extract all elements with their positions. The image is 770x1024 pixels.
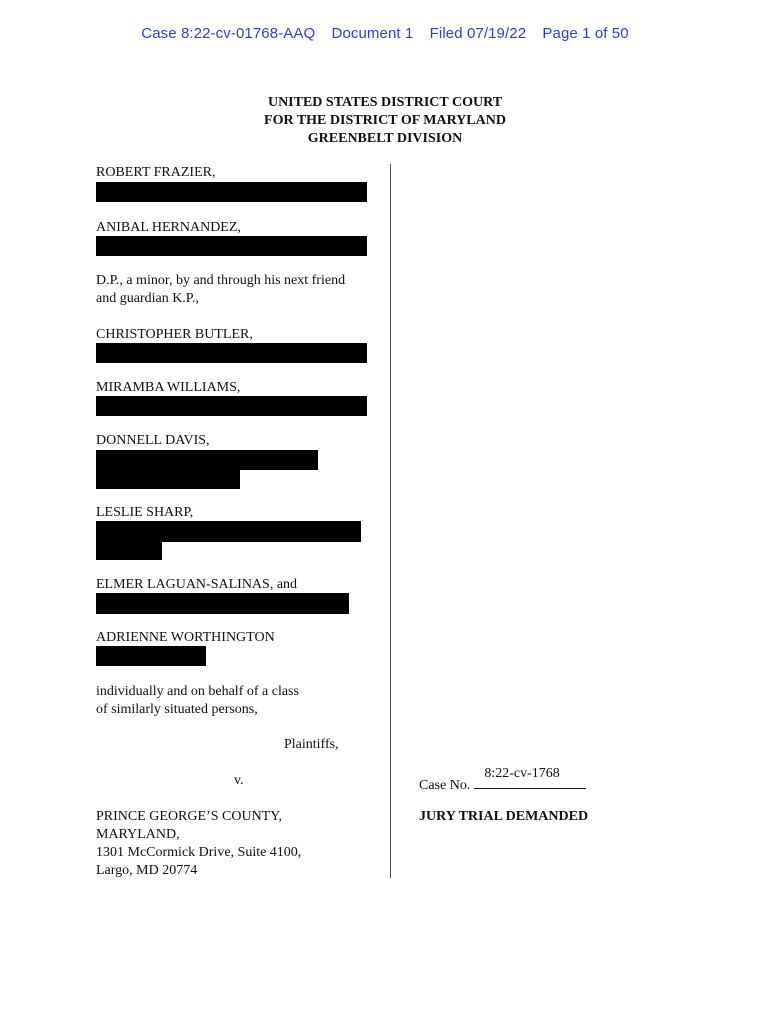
court-caption (0, 94, 770, 148)
redaction-block (96, 396, 367, 416)
redaction-block (96, 343, 367, 363)
filed-date: Filed 07/19/22 (429, 25, 527, 42)
redaction-block (96, 236, 367, 256)
plaintiff-name: ANIBAL HERNANDEZ, (96, 220, 241, 235)
plaintiffs-label: Plaintiffs, (284, 737, 339, 752)
plaintiff-name: ROBERT FRAZIER, (96, 165, 216, 180)
case-id: Case 8:22-cv-01768-AAQ (141, 25, 316, 42)
class-statement: individually and on behalf of a class (96, 684, 299, 699)
defendant-city: Largo, MD 20774 (96, 863, 198, 878)
court-name: UNITED STATES DISTRICT COURT (267, 95, 503, 110)
plaintiff-name: MIRAMBA WILLIAMS, (96, 380, 241, 395)
redaction-block (96, 542, 162, 560)
case-number-underline (474, 766, 586, 789)
redaction-block (96, 450, 318, 470)
redaction-block (96, 593, 349, 614)
case-number-label: Case No. (419, 778, 471, 793)
plaintiff-name-cont: and guardian K.P., (96, 291, 200, 306)
plaintiff-name: LESLIE SHARP, (96, 505, 194, 520)
page-indicator: Page 1 of 50 (542, 25, 629, 42)
defendant-name: PRINCE GEORGE’S COUNTY, (96, 809, 283, 824)
versus-label: v. (234, 773, 244, 788)
plaintiff-name: ADRIENNE WORTHINGTON (96, 630, 275, 645)
case-number-line (419, 766, 586, 795)
plaintiff-name: DONNELL DAVIS, (96, 433, 210, 448)
plaintiff-name: ELMER LAGUAN-SALINAS, and (96, 577, 298, 592)
redaction-block (96, 646, 206, 666)
plaintiff-name: D.P., a minor, by and through his next friend (96, 273, 346, 288)
court-district: FOR THE DISTRICT OF MARYLAND (264, 113, 506, 128)
court-division: GREENBELT DIVISION (307, 131, 463, 146)
defendant-name-cont: MARYLAND, (96, 827, 180, 842)
redaction-block (96, 470, 240, 489)
ecf-header (0, 25, 770, 42)
defendant-address: 1301 McCormick Drive, Suite 4100, (96, 845, 302, 860)
caption-divider (390, 164, 391, 878)
jury-demand: JURY TRIAL DEMANDED (419, 809, 589, 824)
redaction-block (96, 521, 361, 542)
plaintiff-name: CHRISTOPHER BUTLER, (96, 327, 253, 342)
document-number: Document 1 (331, 25, 414, 42)
redaction-block (96, 182, 367, 202)
case-number: 8:22-cv-1768 (484, 766, 560, 781)
class-statement-cont: of similarly situated persons, (96, 702, 258, 717)
